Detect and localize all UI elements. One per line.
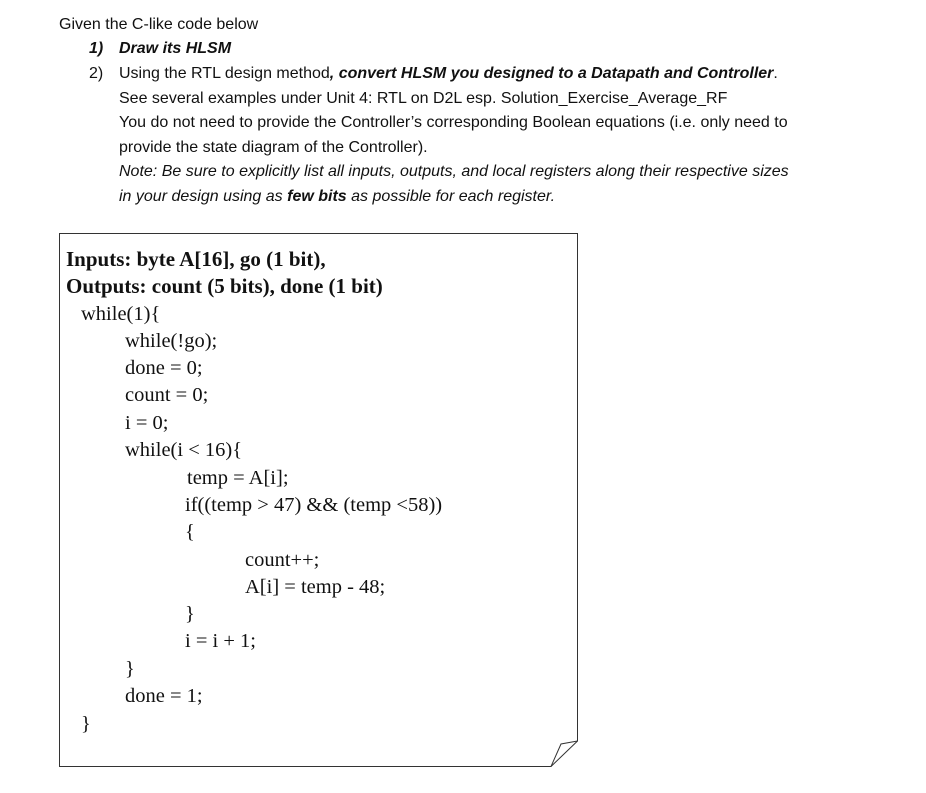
task-item-2-line-1 — [119, 62, 894, 87]
code-line: { — [185, 521, 195, 543]
task-item-2-line-3: You do not need to provide the Controller’s corresponding Boolean equations (i.e. only need to — [119, 114, 788, 131]
task-item-1-number: 1) — [89, 40, 104, 57]
task-item-2-body — [119, 62, 894, 209]
task-item-2-number: 2) — [89, 65, 104, 82]
note-line-2-bold: few bits — [287, 187, 347, 205]
code-line: while(i < 16){ — [125, 439, 243, 461]
task-item-2-line-1-emphasis: , convert HLSM you designed to a Datapath and Controller — [329, 65, 774, 82]
code-line: i = 0; — [125, 412, 169, 434]
code-line: while(1){ — [81, 303, 161, 325]
code-inputs-line: Inputs: byte A[16], go (1 bit), — [66, 247, 326, 271]
task-item-2-line-1-plain: Using the RTL design method — [119, 65, 330, 82]
code-line: A[i] = temp - 48; — [245, 576, 386, 598]
task-item-1-text: Draw its HLSM — [119, 40, 232, 57]
code-card — [59, 233, 578, 767]
task-item-2-line-2: See several examples under Unit 4: RTL on D2L esp. Solution_Exercise_Average_RF — [119, 89, 728, 107]
code-line: if((temp > 47) && (temp <58)) — [185, 494, 443, 516]
intro-text: Given the C-like code below — [59, 16, 259, 33]
code-line: while(!go); — [125, 330, 218, 352]
code-outputs-line: Outputs: count (5 bits), done (1 bit) — [66, 274, 383, 298]
code-line: done = 1; — [125, 685, 203, 707]
note-line-2-end: as possible for each register. — [346, 187, 556, 205]
code-line: count++; — [245, 549, 320, 571]
code-line: } — [125, 658, 135, 680]
code-line: } — [81, 713, 91, 735]
task-item-2-line-1-end: . — [773, 65, 778, 82]
code-line: } — [185, 603, 195, 625]
code-line: count = 0; — [125, 384, 209, 406]
note-line-1: Note: Be sure to explicitly list all inputs, outputs, and local registers along their respective sizes — [119, 163, 789, 180]
code-line: done = 0; — [125, 357, 203, 379]
note-line-2 — [119, 185, 894, 210]
code-line: i = i + 1; — [185, 630, 256, 652]
task-item-2-line-4: provide the state diagram of the Controller). — [119, 138, 428, 156]
note-line-2-start: in your design using as — [119, 187, 288, 205]
code-line: temp = A[i]; — [187, 467, 289, 489]
